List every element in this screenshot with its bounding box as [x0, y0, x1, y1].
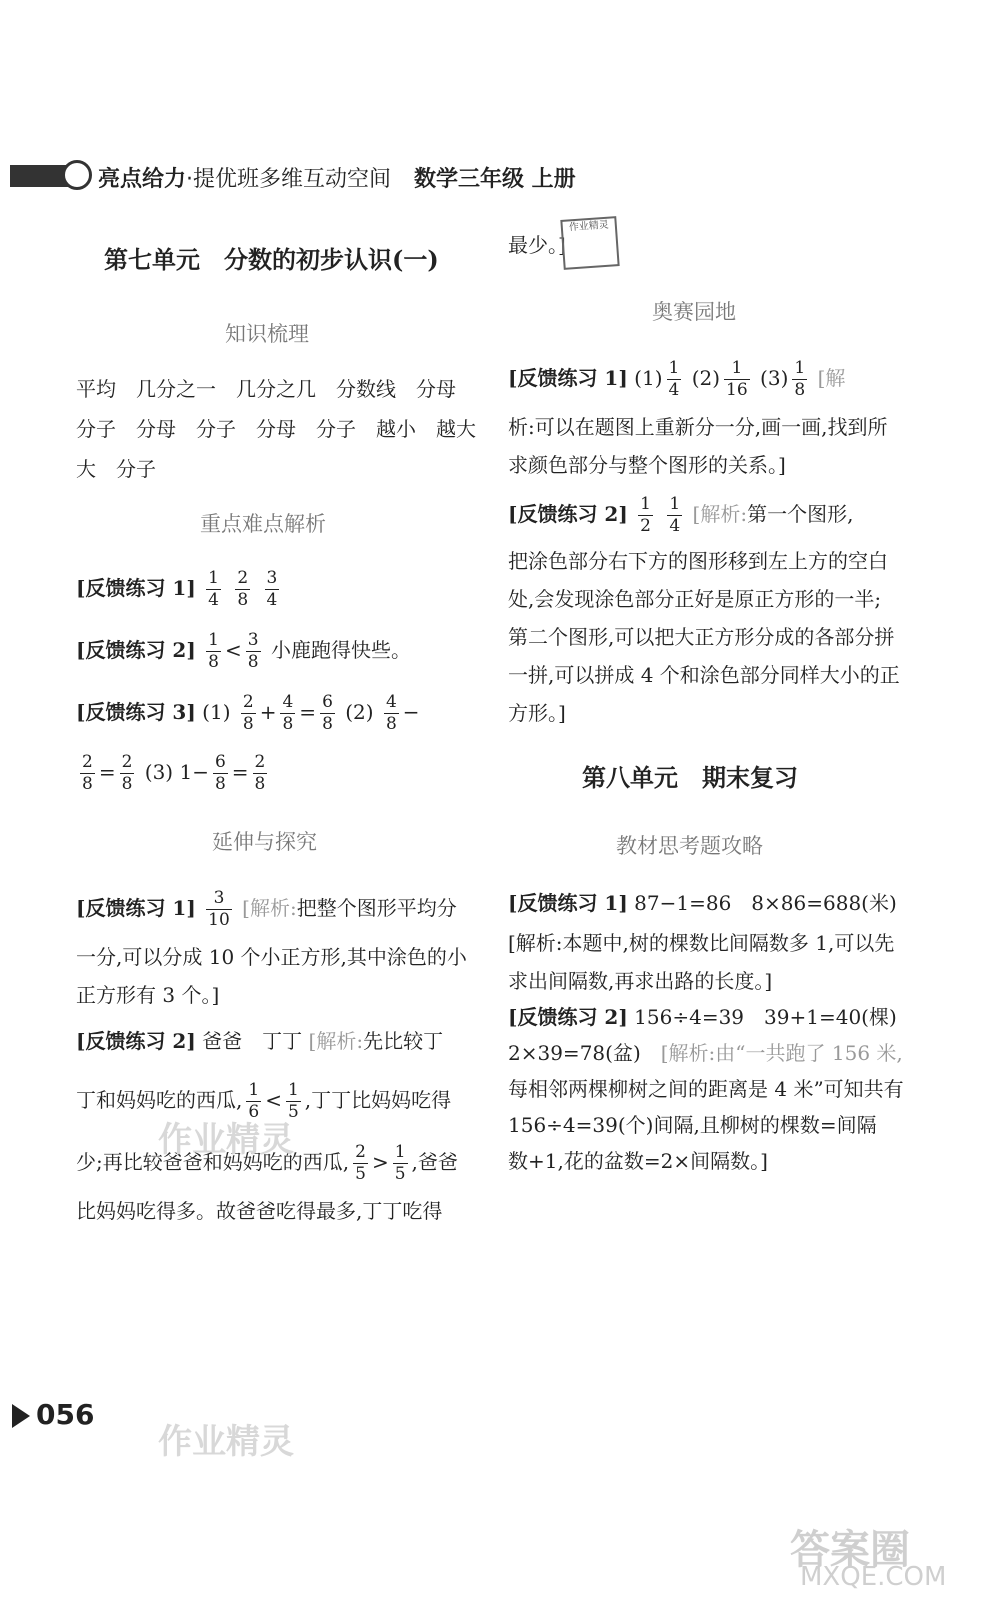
section-knowledge-title: 知识梳理: [225, 322, 309, 346]
fraction: $\frac{1}{4}$: [208, 568, 219, 610]
explanation-line: 处,会发现涂色部分正好是原正方形的一半;: [508, 587, 882, 611]
explanation-line: 156÷4=39(个)间隔,且柳树的棵数=间隔: [508, 1113, 877, 1137]
explanation-line: 每相邻两棵柳树之间的距离是 4 米”可知共有: [508, 1077, 904, 1101]
fraction: $\frac{2}{8}$: [237, 568, 249, 610]
section-key-points-title: 重点难点解析: [200, 512, 326, 536]
exercise-row: [反馈练习 2] 156÷4=39 39+1=40(棵): [508, 1005, 897, 1029]
watermark: 作业精灵: [158, 1422, 294, 1462]
fraction: $\frac{3}{4}$: [266, 568, 278, 610]
knowledge-line-3: 大 分子: [76, 457, 156, 481]
explanation-line: 析:可以在题图上重新分一分,画一画,找到所: [508, 415, 888, 439]
exercise-row: [反馈练习 2] $\frac{1}{8}$ < $\frac{3}{8}$ 小鹿跑得快些。: [76, 630, 411, 672]
continued-text: 最少。]: [508, 233, 566, 257]
section-olympiad-title: 奥赛园地: [652, 300, 736, 324]
explanation-line: 一拼,可以拼成 4 个和涂色部分同样大小的正: [508, 663, 900, 687]
exercise-row: [反馈练习 1] (1) $\frac{1}{4}$ (2) $\frac{1}{16}$ (3) $\frac{1}{8}$ [解: [508, 358, 846, 400]
page-arrow-icon: [12, 1404, 30, 1428]
exercise-row: [反馈练习 1] $\frac{3}{10}$ [解析:把整个图形平均分: [76, 888, 457, 930]
rocket-logo-icon: [62, 160, 92, 190]
explanation-line: 方形。]: [508, 701, 566, 725]
section-extension-title: 延伸与探究: [212, 830, 317, 854]
exercise-row: [反馈练习 1] 87−1=86 8×86=688(米): [508, 891, 897, 915]
explanation-line: 正方形有 3 个。]: [76, 983, 220, 1007]
explanation-line: 一分,可以分成 10 个小正方形,其中涂色的小: [76, 945, 467, 969]
unit8-title: 第八单元 期末复习: [582, 763, 798, 792]
explanation-line: 2×39=78(盆) [解析:由“一共跑了 156 米,: [508, 1041, 903, 1065]
exercise-row: [反馈练习 1] $\frac{1}{4}$ $\frac{2}{8}$ $\frac{3}{4}$: [76, 568, 278, 610]
watermark: 作业精灵: [158, 1120, 294, 1160]
stamp-image: 作业精灵: [560, 216, 619, 270]
fraction: $\frac{3}{8}$: [247, 630, 259, 672]
page-number: 056: [36, 1398, 95, 1431]
header-bar: [10, 165, 70, 187]
fraction: $\frac{1}{8}$: [208, 630, 219, 672]
explanation-line: 第二个图形,可以把大正方形分成的各部分拼: [508, 625, 895, 649]
corner-url: MXQE.COM: [800, 1562, 947, 1592]
section-textbook-title: 教材思考题攻略: [616, 834, 763, 858]
corner-watermark: 答案圈: [790, 1526, 910, 1573]
header-subject: 数学三年级 上册: [414, 167, 576, 192]
knowledge-line-1: 平均 几分之一 几分之几 分数线 分母: [76, 377, 456, 401]
exercise-row: [反馈练习 2] $\frac{1}{2}$ $\frac{1}{4}$ [解析:第一个图形,: [508, 494, 854, 536]
explanation-line: [解析:本题中,树的棵数比间隔数多 1,可以先: [508, 931, 895, 955]
exercise-row-cont: $\frac{2}{8}$ = $\frac{2}{8}$ (3) 1− $\frac{6}{8}$ = $\frac{2}{8}$: [82, 752, 266, 794]
explanation-line: 比妈妈吃得多。故爸爸吃得最多,丁丁吃得: [76, 1199, 443, 1223]
explanation-line: 数+1,花的盆数=2×间隔数。]: [508, 1149, 768, 1173]
exercise-row: [反馈练习 2] 爸爸 丁丁 [解析:先比较丁: [76, 1029, 444, 1053]
explanation-line: 求颜色部分与整个图形的关系。]: [508, 453, 786, 477]
knowledge-line-2: 分子 分母 分子 分母 分子 越小 越大: [76, 417, 476, 441]
unit7-title: 第七单元 分数的初步认识(一): [104, 245, 439, 274]
exercise-row: [反馈练习 3] (1) $\frac{2}{8}$ + $\frac{4}{8}$ = $\frac{6}{8}$ (2) $\frac{4}{8}$ −: [76, 692, 420, 734]
explanation-line: 少;再比较爸爸和妈妈吃的西瓜, $\frac{2}{5}$ > $\frac{1}{5}$ ,爸爸: [76, 1142, 458, 1184]
explanation-line: 把涂色部分右下方的图形移到左上方的空白: [508, 549, 888, 573]
explanation-line: 求出间隔数,再求出路的长度。]: [508, 969, 773, 993]
header-brand: 亮点给力·提优班多维互动空间: [98, 167, 392, 192]
explanation-line: 丁和妈妈吃的西瓜, $\frac{1}{6}$ < $\frac{1}{5}$ ,丁丁比妈妈吃得: [76, 1080, 452, 1122]
